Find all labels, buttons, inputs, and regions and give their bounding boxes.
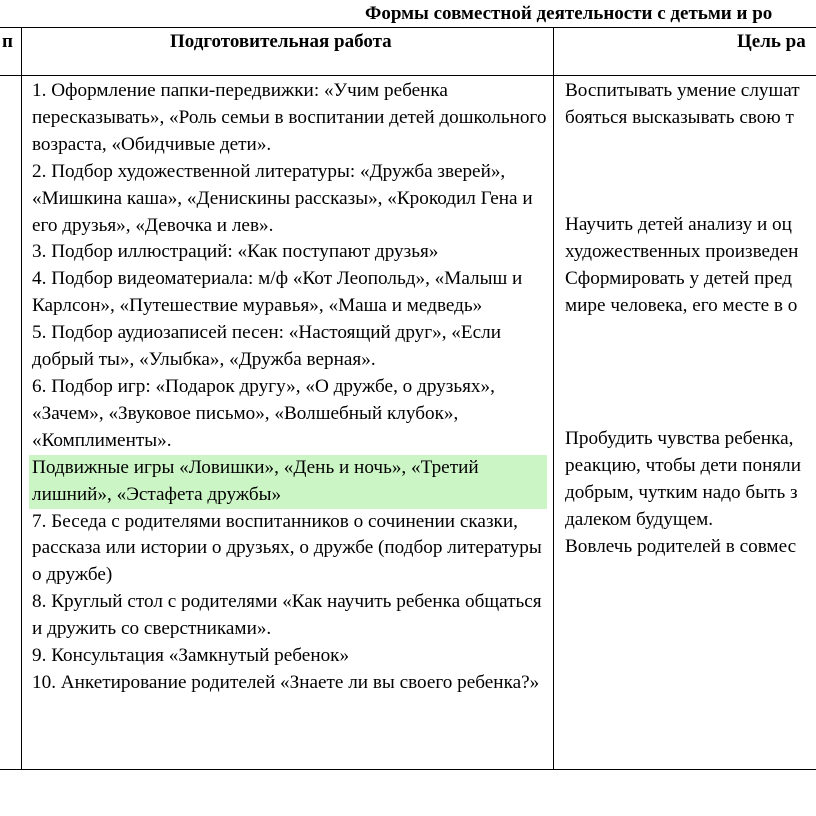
preparation-list	[32, 78, 552, 697]
goal-line: бояться высказывать свою т	[565, 106, 794, 128]
header-col-preparation: Подготовительная работа	[170, 31, 392, 52]
goal-line: добрым, чутким надо быть з	[565, 482, 798, 504]
list-item: 5. Подбор аудиозаписей песен: «Настоящий друг», «Если добрый ты», «Улыбка», «Дружба верная».	[32, 322, 501, 371]
table-title: Формы совместной деятельности с детьми и ро	[365, 3, 773, 24]
goal-line: Пробудить чувства ребенка,	[565, 428, 794, 450]
goal-line: Научить детей анализу и оц	[565, 213, 792, 235]
goal-line: Воспитывать умение слушат	[565, 80, 800, 101]
list-item: 3. Подбор иллюстраций: «Как поступают друзья»	[32, 241, 439, 263]
highlighted-list-item: Подвижные игры «Ловишки», «День и ночь», «Третий лишний», «Эстафета дружбы»	[29, 455, 547, 509]
header-col-number: п	[2, 31, 13, 52]
table-top-rule	[0, 27, 816, 28]
table-bottom-rule	[0, 769, 816, 770]
goal-line: Вовлечь родителей в совмес	[565, 536, 797, 558]
header-col-goal: Цель ра	[737, 31, 806, 52]
goal-line: мире человека, его месте в о	[565, 294, 798, 316]
goal-line: далеком будущем.	[565, 509, 714, 531]
list-item: 4. Подбор видеоматериала: м/ф «Кот Леопольд», «Малыш и Карлсон», «Путешествие муравья», «Маша и медведь»	[32, 268, 523, 317]
column-divider-1	[21, 27, 22, 770]
list-item: 2. Подбор художественной литературы: «Дружба зверей», «Мишкина каша», «Денискины рассказы», «Крокодил Гена и его друзья», «Девочка и лев».	[32, 160, 533, 236]
header-bottom-rule	[0, 75, 816, 76]
goal-line: Сформировать у детей пред	[565, 267, 793, 289]
list-item: 6. Подбор игр: «Подарок другу», «О дружбе, о друзьях», «Зачем», «Звуковое письмо», «Волшебный клубок», «Комплименты».	[32, 375, 495, 451]
list-item: 8. Круглый стол с родителями «Как научить ребенка общаться и дружить со сверстниками».	[32, 591, 542, 640]
list-item: 9. Консультация «Замкнутый ребенок»	[32, 645, 350, 667]
list-item: 7. Беседа с родителями воспитанников о сочинении сказки, рассказа или истории о друзьях, о дружбе (подбор литературы о дружбе)	[32, 510, 542, 586]
list-item: 1. Оформление папки-передвижки: «Учим ребенка пересказывать», «Роль семьи в воспитании детей дошкольного возраста, «Обидчивые дети».	[32, 80, 547, 155]
goal-line: художественных произведен	[565, 240, 799, 262]
column-divider-2	[553, 27, 554, 770]
goals-column	[565, 78, 816, 561]
list-item: 10. Анкетирование родителей «Знаете ли вы своего ребенка?»	[32, 671, 540, 693]
goal-line: реакцию, чтобы дети поняли	[565, 455, 802, 477]
